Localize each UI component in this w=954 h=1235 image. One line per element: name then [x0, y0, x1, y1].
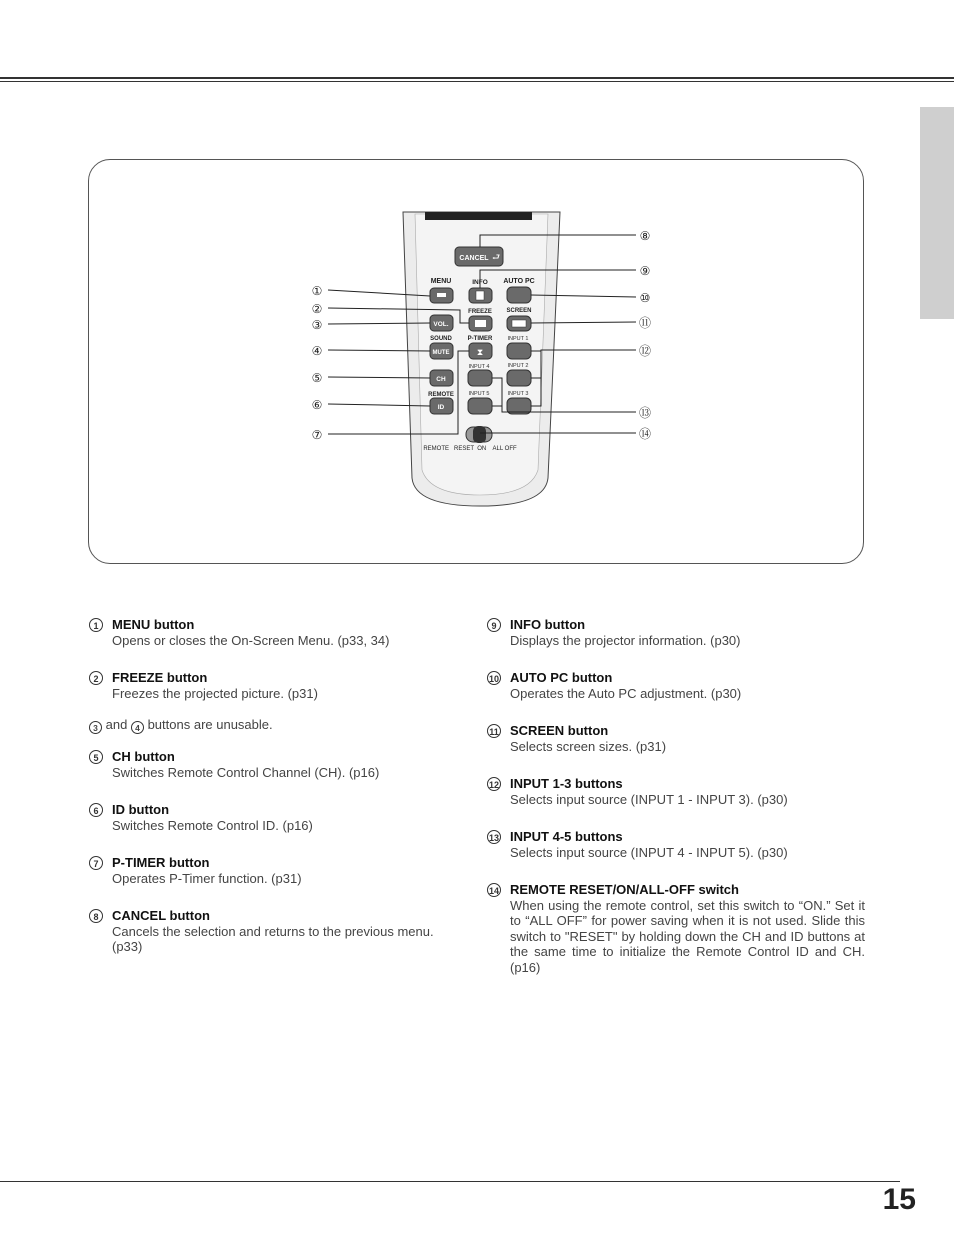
callout-12: ⑫: [638, 344, 652, 358]
item-desc: Selects input source (INPUT 1 - INPUT 3). (p30): [510, 791, 788, 807]
item-desc: Freezes the projected picture. (p31): [112, 685, 318, 701]
item-number: 12: [487, 777, 501, 791]
cancel-button-label: CANCEL: [459, 255, 489, 262]
item-title: INFO button: [510, 617, 586, 632]
unusable-text: buttons are unusable.: [147, 717, 273, 732]
info-label: INFO: [472, 279, 488, 286]
remote-switch-knob: [473, 426, 486, 443]
item-number: 7: [89, 856, 103, 870]
callout-7: ⑦: [311, 428, 323, 442]
list-item-auto-pc: [487, 670, 865, 701]
item-number: 8: [89, 909, 103, 923]
item-desc: When using the remote control, set this switch to “ON.” Set it to “ALL OFF” for power saving when it is not used. Slide this switch to "RESET" by holding down the CH and ID buttons at the same time to initialize the Remote Control ID and CH. (p16): [510, 897, 865, 975]
item-title: P-TIMER button: [112, 855, 210, 870]
menu-label: MENU: [430, 278, 452, 285]
item-title: SCREEN button: [510, 723, 609, 738]
callout-14: ⑭: [638, 427, 652, 441]
callout-3: ③: [311, 318, 323, 332]
callout-8: ⑧: [639, 229, 651, 243]
list-item-p-timer: [89, 855, 467, 886]
auto-pc-label: AUTO PC: [503, 278, 535, 285]
list-item-remote-switch: [487, 882, 865, 975]
item-number: 6: [89, 803, 103, 817]
callout-1: ①: [311, 284, 323, 298]
item-desc: Switches Remote Control Channel (CH). (p16): [112, 764, 380, 780]
unusable-num-2: 4: [131, 721, 144, 734]
callout-2: ②: [311, 302, 323, 316]
item-title: REMOTE RESET/ON/ALL-OFF switch: [510, 882, 739, 897]
auto-pc-button: [507, 287, 531, 303]
vol-label: VOL.: [433, 321, 449, 328]
footer-rule: [0, 1181, 900, 1182]
input1-button: [507, 343, 531, 359]
p-timer-label: P-TIMER: [467, 336, 493, 342]
svg-text:⧗: ⧗: [476, 347, 484, 357]
list-item-id: [89, 802, 467, 833]
remote-label: REMOTE: [428, 392, 454, 398]
left-description-column: [89, 617, 467, 977]
list-item-menu: [89, 617, 467, 648]
item-title: MENU button: [112, 617, 195, 632]
item-title: CH button: [112, 749, 175, 764]
sound-label: SOUND: [430, 336, 452, 342]
unusable-and: and: [105, 717, 128, 732]
callout-4: ④: [311, 344, 323, 358]
list-item-ch: [89, 749, 467, 780]
item-desc: Selects screen sizes. (p31): [510, 738, 667, 754]
mute-label: MUTE: [432, 350, 450, 356]
svg-text:⮐: ⮐: [491, 252, 501, 262]
item-number: 1: [89, 618, 103, 632]
item-desc: Selects input source (INPUT 4 - INPUT 5). (p30): [510, 844, 788, 860]
callout-10: ⑩: [639, 291, 651, 305]
item-title: ID button: [112, 802, 170, 817]
switch-label: REMOTE RESET ON ALL OFF: [423, 446, 517, 452]
item-desc: Operates P-Timer function. (p31): [112, 870, 302, 886]
item-desc: Switches Remote Control ID. (p16): [112, 817, 313, 833]
list-item-info: [487, 617, 865, 648]
input5-label: INPUT 5: [468, 391, 490, 397]
ch-label: CH: [436, 376, 446, 383]
input2-button: [507, 370, 531, 386]
input5-button: [468, 398, 492, 414]
item-title: CANCEL button: [112, 908, 210, 923]
list-item-input-4-5: [487, 829, 865, 860]
item-desc: Operates the Auto PC adjustment. (p30): [510, 685, 742, 701]
freeze-label: FREEZE: [468, 309, 492, 315]
input1-label: INPUT 1: [507, 336, 529, 342]
list-item-screen: [487, 723, 865, 754]
unusable-note: [89, 717, 467, 734]
right-description-column: [487, 617, 865, 997]
page-number: 15: [882, 1183, 916, 1216]
callout-6: ⑥: [311, 398, 323, 412]
list-item-freeze: [89, 670, 467, 701]
item-number: 13: [487, 830, 501, 844]
item-desc: Displays the projector information. (p30): [510, 632, 741, 648]
item-number: 2: [89, 671, 103, 685]
callout-11: ⑪: [638, 316, 652, 330]
list-item-cancel: [89, 908, 467, 955]
remote-window: [425, 212, 532, 220]
callout-13: ⑬: [638, 406, 652, 420]
id-label: ID: [437, 404, 445, 411]
item-number: 9: [487, 618, 501, 632]
input4-button: [468, 370, 492, 386]
item-number: 14: [487, 883, 501, 897]
unusable-num-1: 3: [89, 721, 102, 734]
screen-label: SCREEN: [506, 308, 532, 314]
input4-label: INPUT 4: [468, 364, 490, 370]
item-desc: Opens or closes the On-Screen Menu. (p33, 34): [112, 632, 390, 648]
input3-label: INPUT 3: [507, 391, 529, 397]
callout-5: ⑤: [311, 371, 323, 385]
item-title: FREEZE button: [112, 670, 208, 685]
item-number: 5: [89, 750, 103, 764]
input2-label: INPUT 2: [507, 363, 529, 369]
callout-9: ⑨: [639, 264, 651, 278]
item-number: 11: [487, 724, 501, 738]
item-desc: Cancels the selection and returns to the previous menu. (p33): [112, 923, 434, 954]
item-title: AUTO PC button: [510, 670, 613, 685]
item-number: 10: [487, 671, 501, 685]
remote-control-diagram: [0, 0, 954, 600]
item-title: INPUT 4-5 buttons: [510, 829, 623, 844]
list-item-input-1-3: [487, 776, 865, 807]
item-title: INPUT 1-3 buttons: [510, 776, 623, 791]
